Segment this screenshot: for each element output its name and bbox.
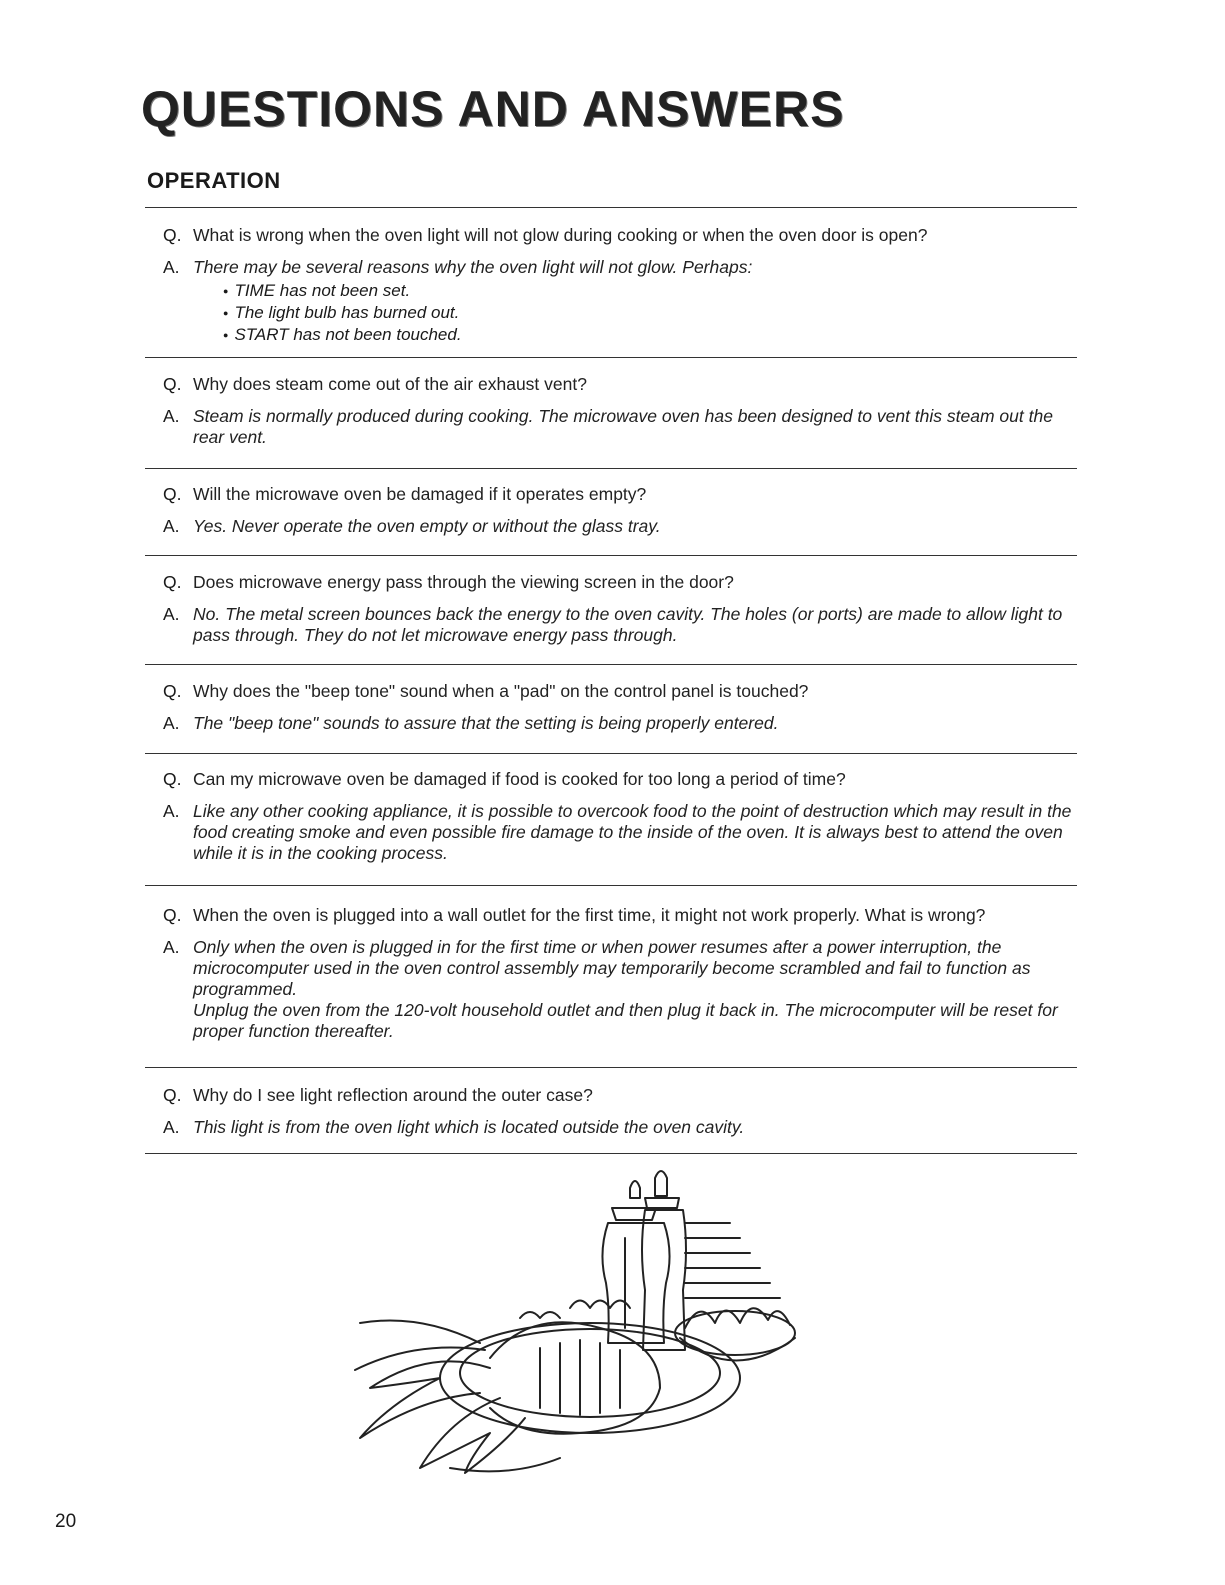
question-text: Why do I see light reflection around the outer case? — [193, 1085, 593, 1105]
q-marker: Q. — [163, 225, 182, 245]
a-marker: A. — [163, 406, 180, 426]
lobster-claw — [360, 1361, 490, 1438]
lobster-claw — [420, 1398, 525, 1473]
bullet-item: ● START has not been touched. — [223, 324, 1078, 346]
qa-item — [163, 681, 1078, 734]
question — [163, 374, 1078, 395]
section-divider — [145, 207, 1077, 208]
a-marker: A. — [163, 713, 180, 733]
answer-continued — [163, 1000, 1078, 1042]
q-marker: Q. — [163, 374, 182, 394]
q-marker: Q. — [163, 769, 182, 789]
answer-text: No. The metal screen bounces back the energy to the oven cavity. The holes (or ports) are made to allow light to pass through. They do not let microwave energy pass through. — [193, 604, 1063, 645]
answer — [163, 406, 1078, 448]
qa-item — [163, 374, 1078, 448]
divider — [145, 753, 1077, 754]
answer-text: Steam is normally produced during cooking. The microwave oven has been designed to vent this steam out the rear vent. — [193, 406, 1053, 447]
q-marker: Q. — [163, 484, 182, 504]
a-marker: A. — [163, 937, 180, 957]
a-marker: A. — [163, 604, 180, 624]
answer-text: Only when the oven is plugged in for the first time or when power resumes after a power interruption, the microcomputer used in the oven control assembly may temporarily become scrambled and fail to function as programmed. — [193, 937, 1031, 999]
qa-item — [163, 484, 1078, 537]
a-marker: A. — [163, 1117, 180, 1137]
qa-item — [163, 1085, 1078, 1138]
seafood-illustration — [340, 1168, 810, 1478]
answer-text: Unplug the oven from the 120-volt household outlet and then plug it back in. The microcomputer will be reset for proper function thereafter. — [193, 1000, 1058, 1041]
answer — [163, 713, 1078, 734]
answer-text: The "beep tone" sounds to assure that the setting is being properly entered. — [193, 713, 779, 733]
answer — [163, 604, 1078, 646]
answer — [163, 937, 1078, 1000]
question — [163, 681, 1078, 702]
question — [163, 572, 1078, 593]
question-text: Can my microwave oven be damaged if food is cooked for too long a period of time? — [193, 769, 846, 789]
question-text: Why does the "beep tone" sound when a "pad" on the control panel is touched? — [193, 681, 809, 701]
divider — [145, 1067, 1077, 1068]
answer-text: Like any other cooking appliance, it is possible to overcook food to the point of destruction which may result in the food creating smoke and even possible fire damage to the inside of the oven. It is always best to attend the oven while it is in the cooking process. — [193, 801, 1072, 863]
answer — [163, 516, 1078, 537]
question-text: Why does steam come out of the air exhaust vent? — [193, 374, 587, 394]
question-text: Does microwave energy pass through the viewing screen in the door? — [193, 572, 734, 592]
qa-item — [163, 769, 1078, 864]
bullet-item: ● TIME has not been set. — [223, 280, 1078, 302]
question — [163, 1085, 1078, 1106]
answer-text: Yes. Never operate the oven empty or without the glass tray. — [193, 516, 661, 536]
salt-mill-top — [655, 1171, 667, 1196]
q-marker: Q. — [163, 905, 182, 925]
bullet-list — [223, 280, 1078, 346]
pepper-mill-top — [630, 1181, 640, 1198]
question — [163, 905, 1078, 926]
answer — [163, 257, 1078, 278]
answer-text: There may be several reasons why the oven light will not glow. Perhaps: — [193, 257, 753, 277]
q-marker: Q. — [163, 681, 182, 701]
page-number: 20 — [55, 1511, 77, 1532]
qa-item — [163, 905, 1078, 1042]
bullet-item: ● The light bulb has burned out. — [223, 302, 1078, 324]
question-text: Will the microwave oven be damaged if it operates empty? — [193, 484, 647, 504]
question-text: When the oven is plugged into a wall outlet for the first time, it might not work properly. What is wrong? — [193, 905, 986, 925]
divider — [145, 885, 1077, 886]
answer-text: This light is from the oven light which is located outside the oven cavity. — [193, 1117, 745, 1137]
a-marker: A. — [163, 801, 180, 821]
divider — [145, 664, 1077, 665]
divider — [145, 555, 1077, 556]
question — [163, 225, 1078, 246]
divider — [145, 1153, 1077, 1154]
page-title: QUESTIONS AND ANSWERS — [141, 81, 845, 137]
a-marker: A. — [163, 257, 180, 277]
q-marker: Q. — [163, 1085, 182, 1105]
section-title: OPERATION — [147, 168, 281, 193]
a-marker: A. — [163, 516, 180, 536]
divider — [145, 468, 1077, 469]
qa-item — [163, 225, 1078, 346]
answer — [163, 1117, 1078, 1138]
question — [163, 769, 1078, 790]
question-text: What is wrong when the oven light will not glow during cooking or when the oven door is open? — [193, 225, 928, 245]
qa-item — [163, 572, 1078, 646]
question — [163, 484, 1078, 505]
garnish — [570, 1301, 630, 1309]
answer — [163, 801, 1078, 864]
q-marker: Q. — [163, 572, 182, 592]
divider — [145, 357, 1077, 358]
